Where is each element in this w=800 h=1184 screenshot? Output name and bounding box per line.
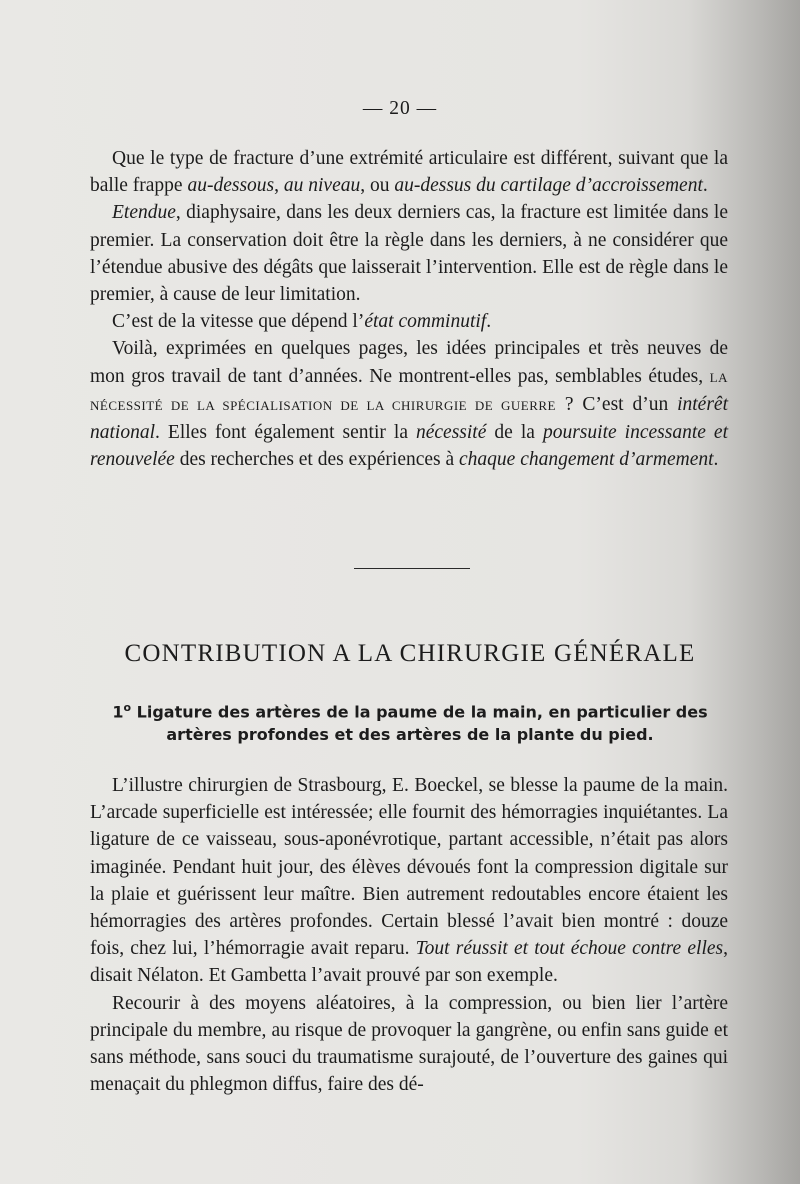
paragraph: Etendue, diaphysaire, dans les deux derniers cas, la fracture est limitée dans le premier. La conservation doit être la règle dans les derniers, à ne considérer que l’étendue abusive des dégâts que laisserait l’intervention. Elle est de règle dans le premier, à cause de leur limitation. [90, 202, 728, 306]
section-title: CONTRIBUTION A LA CHIRURGIE GÉNÉRALE [124, 640, 696, 667]
page-number: — 20 — [362, 98, 438, 119]
subsection-title: 1$^o$ Ligature des artères de la paume de la main, en particulier des artères profondes et des artères de la plante du pied. [112, 701, 708, 745]
paragraph: Que le type de fracture d’une extrémité articulaire est différent, suivant que la balle frappe au-dessous, au niveau, ou au-dessus du cartilage d’accroissement. [90, 148, 728, 197]
paragraph: Voilà, exprimées en quelques pages, les idées principales et très neuves de mon gros travail de tant d’années. Ne montrent-elles pas, semblables études, LA NÉCESSITÉ DE LA SPÉCIALISATION DE LA CHIRURGIE DE GUERRE ? C’est d’un intérêt national. Elles font également sentir la nécessité de la poursuite incessante et renouvelée des recherches et des expériences à chaque changement d’armement. [90, 338, 728, 471]
paragraph: Recourir à des moyens aléatoires, à la compression, ou bien lier l’artère principale du membre, au risque de provoquer la gangrène, ou enfin sans guide et sans méthode, sans souci du traumatisme surajouté, de l’ouverture des gaines qui menaçait du phlegmon diffus, faire des dé- [90, 992, 728, 1096]
section-divider [354, 568, 470, 569]
section-text-block [90, 772, 728, 1098]
paragraph: L’illustre chirurgien de Strasbourg, E. Boeckel, se blesse la paume de la main. L’arcade superficielle est intéressée; elle fournit des hémorragies inquiétantes. La ligature de ce vaisseau, sous-aponévrotique, partant accessible, n’était pas alors imaginée. Pendant huit jour, des élèves dévoués font la compression digitale sur la plaie et guérissent leur maître. Bien autrement redoutables encore étaient les hémorragies des artères profondes. Certain blessé l’avait bien montré : douze fois, chez lui, l’hémorragie avait reparu. Tout réussit et tout échoue contre elles, disait Nélaton. Et Gambetta l’avait prouvé par son exemple. [90, 775, 728, 987]
paragraph: C’est de la vitesse que dépend l’état comminutif. [112, 311, 492, 333]
intro-text-block [90, 145, 728, 473]
